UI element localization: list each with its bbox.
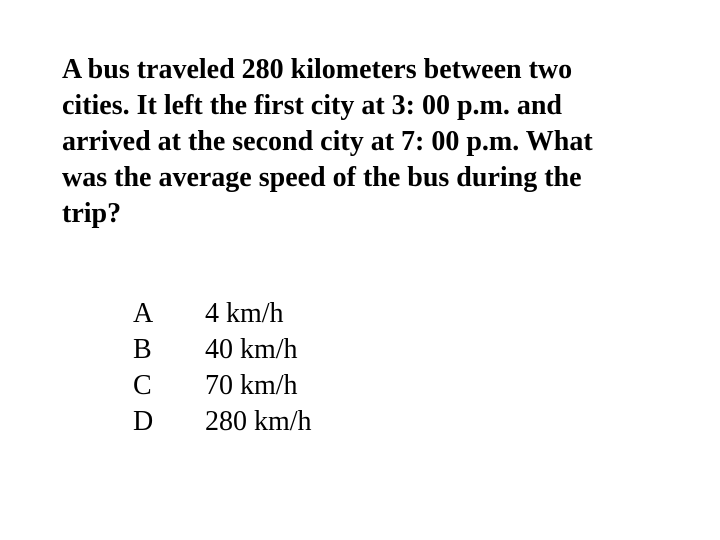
choice-letter: A xyxy=(133,298,154,329)
choice-text: 280 km/h xyxy=(205,406,312,437)
choice-a[interactable] xyxy=(133,296,312,332)
answer-choices xyxy=(133,296,312,440)
question-line: A bus traveled 280 kilometers between two xyxy=(62,54,573,85)
choice-text: 70 km/h xyxy=(205,370,298,401)
question-line: trip? xyxy=(62,198,122,229)
question-line: was the average speed of the bus during the xyxy=(62,162,582,193)
choice-letter: C xyxy=(133,370,152,401)
choice-letter: B xyxy=(133,334,152,365)
choice-d[interactable] xyxy=(133,404,312,440)
question-text xyxy=(62,52,682,232)
choice-text: 4 km/h xyxy=(205,298,284,329)
question-line: cities. It left the first city at 3: 00 p.m. and xyxy=(62,90,563,121)
choice-text: 40 km/h xyxy=(205,334,298,365)
choice-b[interactable] xyxy=(133,332,312,368)
question-line: arrived at the second city at 7: 00 p.m. What xyxy=(62,126,593,157)
choice-c[interactable] xyxy=(133,368,312,404)
choice-letter: D xyxy=(133,406,154,437)
